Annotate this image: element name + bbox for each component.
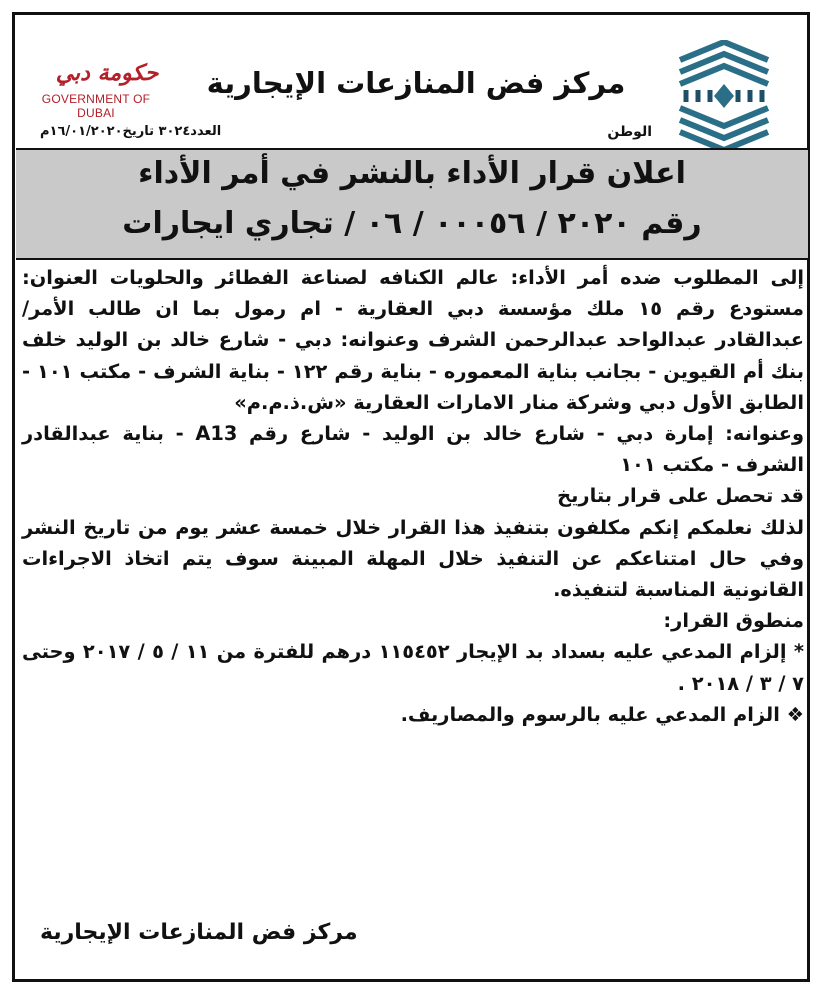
notice-heading: اعلان قرار الأداء بالنشر في أمر الأداء bbox=[138, 156, 686, 191]
heading-band bbox=[16, 148, 808, 260]
rdc-logo-icon bbox=[668, 40, 780, 152]
body-paragraph: * إلزام المدعي عليه بسداد بد الإيجار ١١٥٤٥٢ درهم للفترة من ١١ / ٥ / ٢٠١٧ وحتى ٧ / ٣ / ٢٠١٨ . bbox=[22, 640, 804, 695]
body-paragraph: وعنوانه: إمارة دبي - شارع خالد بن الوليد - شارع رقم A13 - بناية عبدالقادر الشرف - مكتب ١٠١ bbox=[22, 422, 804, 477]
footer-signature: مركز فض المنازعات الإيجارية bbox=[40, 920, 358, 945]
gov-logo-english: GOVERNMENT OF DUBAI bbox=[41, 92, 151, 120]
government-of-dubai-logo bbox=[24, 58, 168, 118]
body-paragraph: قد تحصل على قرار بتاريخ bbox=[557, 484, 804, 508]
body-paragraph: منطوق القرار: bbox=[663, 609, 804, 633]
newspaper-name: الوطن bbox=[607, 124, 652, 140]
case-number: رقم ٢٠٢٠ / ٠٠٠٥٦ / ٠٦ / تجاري ايجارات bbox=[122, 206, 702, 241]
gov-logo-arabic: حكومة دبي bbox=[55, 60, 159, 86]
logo-center-diamond bbox=[714, 84, 734, 108]
body-paragraph: إلى المطلوب ضده أمر الأداء: عالم الكنافه لصناعة الفطائر والحلويات العنوان: مستودع رقم ١٥ ملك مؤسسة دبي العقارية - ام رمول بما ان طالب الأمر/ عبدالقادر عبدالواحد عبدالرحمن الشرف وعنوانه: دبي - شارع خالد بن الوليد خلف بنك أم القيوين - بجانب بناية المعموره - بناية رقم ١٢٢ - بناية الشرف - مكتب ١٠١ - الطابق الأول دبي وشركة منار الامارات العقارية «ش.ذ.م.م» bbox=[22, 266, 804, 414]
body-paragraph: لذلك نعلمكم إنكم مكلفون بتنفيذ هذا القرار خلال خمسة عشر يوم من تاريخ النشر وفي حال امتناعكم عن التنفيذ خلال المهلة المبينة سوف يتم اتخاذ الاجراءات القانونية المناسبة لتنفيذه. bbox=[22, 515, 804, 602]
notice-body bbox=[22, 262, 804, 730]
center-name-title: مركز فض المنازعات الإيجارية bbox=[206, 66, 626, 100]
body-paragraph: ❖ الزام المدعي عليه بالرسوم والمصاريف. bbox=[400, 702, 804, 726]
issue-info: العدد٣٠٢٤ تاريخ١٦/٠١/٢٠٢٠م bbox=[40, 124, 222, 139]
